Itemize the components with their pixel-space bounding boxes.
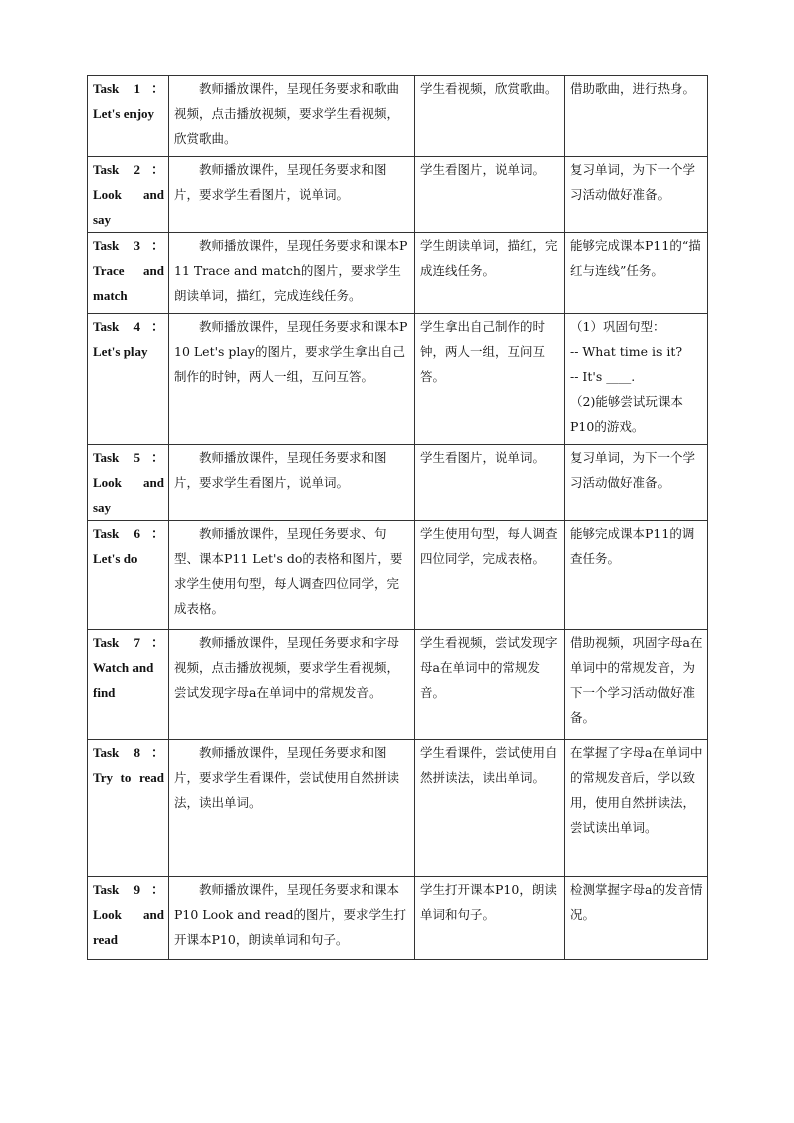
task-subtitle: Look and read	[93, 907, 164, 947]
student-activity: 学生看图片，说单词。	[415, 157, 565, 233]
task-subtitle: Let's do	[93, 551, 138, 566]
table-row	[88, 157, 708, 233]
task-subtitle: Trace and match	[93, 263, 164, 303]
task-title: Task 8：	[93, 745, 164, 760]
task-subtitle: Let's enjoy	[93, 106, 155, 121]
table-row	[88, 445, 708, 521]
task-cell	[88, 877, 169, 960]
table-row	[88, 877, 708, 960]
teacher-activity: 教师播放课件，呈现任务要求和课本P 11 Trace and match的图片，要求学生朗读单词，描红，完成连线任务。	[169, 233, 415, 314]
lesson-activity-table	[87, 75, 708, 960]
purpose-line: -- It's ____.	[570, 369, 636, 384]
teacher-activity: 教师播放课件，呈现任务要求和图片，要求学生看课件，尝试使用自然拼读法，读出单词。	[169, 740, 415, 877]
student-activity: 学生拿出自己制作的时钟，两人一组，互问互答。	[415, 314, 565, 445]
task-cell	[88, 314, 169, 445]
task-cell	[88, 521, 169, 630]
purpose-line: （2)能够尝试玩课本P10的游戏。	[570, 394, 683, 434]
student-activity: 学生看课件，尝试使用自然拼读法，读出单词。	[415, 740, 565, 877]
table-row	[88, 76, 708, 157]
student-activity: 学生看图片，说单词。	[415, 445, 565, 521]
activity-purpose	[565, 314, 708, 445]
task-title: Task 4：	[93, 319, 164, 334]
task-subtitle: Look and say	[93, 475, 164, 515]
teacher-activity: 教师播放课件，呈现任务要求、句型、课本P11 Let's do的表格和图片，要求学生使用句型，每人调查四位同学，完成表格。	[169, 521, 415, 630]
table-row	[88, 521, 708, 630]
task-title: Task 2：	[93, 162, 164, 177]
task-cell	[88, 740, 169, 877]
table-row	[88, 740, 708, 877]
student-activity: 学生看视频，尝试发现字母a在单词中的常规发音。	[415, 630, 565, 740]
student-activity: 学生打开课本P10，朗读单词和句子。	[415, 877, 565, 960]
teacher-activity: 教师播放课件，呈现任务要求和字母视频，点击播放视频，要求学生看视频，尝试发现字母a在单词中的常规发音。	[169, 630, 415, 740]
purpose-line: -- What time is it?	[570, 344, 683, 359]
activity-purpose: 在掌握了字母a在单词中的常规发音后，学以致用，使用自然拼读法，尝试读出单词。	[565, 740, 708, 877]
teacher-activity: 教师播放课件，呈现任务要求和图片，要求学生看图片，说单词。	[169, 445, 415, 521]
task-title: Task 5：	[93, 450, 164, 465]
task-title: Task 1：	[93, 81, 164, 96]
task-title: Task 7：	[93, 635, 164, 650]
task-title: Task 9：	[93, 882, 164, 897]
task-cell	[88, 445, 169, 521]
table-row	[88, 630, 708, 740]
table-row	[88, 233, 708, 314]
task-cell	[88, 76, 169, 157]
task-cell	[88, 233, 169, 314]
teacher-activity: 教师播放课件，呈现任务要求和歌曲视频，点击播放视频，要求学生看视频，欣赏歌曲。	[169, 76, 415, 157]
purpose-line: （1）巩固句型：	[570, 319, 666, 334]
task-title: Task 3：	[93, 238, 164, 253]
student-activity: 学生看视频，欣赏歌曲。	[415, 76, 565, 157]
student-activity: 学生使用句型，每人调查四位同学，完成表格。	[415, 521, 565, 630]
activity-purpose: 借助视频，巩固字母a在单词中的常规发音，为下一个学习活动做好准备。	[565, 630, 708, 740]
task-cell	[88, 630, 169, 740]
task-subtitle: Watch and find	[93, 660, 154, 700]
activity-purpose: 能够完成课本P11的“描红与连线”任务。	[565, 233, 708, 314]
table-row	[88, 314, 708, 445]
activity-purpose: 复习单词，为下一个学习活动做好准备。	[565, 445, 708, 521]
task-cell	[88, 157, 169, 233]
task-subtitle: Try to read	[93, 770, 164, 785]
activity-purpose: 检测掌握字母a的发音情况。	[565, 877, 708, 960]
activity-purpose: 复习单词，为下一个学习活动做好准备。	[565, 157, 708, 233]
teacher-activity: 教师播放课件，呈现任务要求和图片，要求学生看图片，说单词。	[169, 157, 415, 233]
teacher-activity: 教师播放课件，呈现任务要求和课本P10 Look and read的图片，要求学生打开课本P10，朗读单词和句子。	[169, 877, 415, 960]
student-activity: 学生朗读单词，描红，完成连线任务。	[415, 233, 565, 314]
activity-purpose: 能够完成课本P11的调查任务。	[565, 521, 708, 630]
teacher-activity: 教师播放课件，呈现任务要求和课本P 10 Let's play的图片，要求学生拿出自己制作的时钟，两人一组，互问互答。	[169, 314, 415, 445]
task-subtitle: Look and say	[93, 187, 164, 227]
task-subtitle: Let's play	[93, 344, 148, 359]
activity-purpose: 借助歌曲，进行热身。	[565, 76, 708, 157]
task-title: Task 6：	[93, 526, 164, 541]
